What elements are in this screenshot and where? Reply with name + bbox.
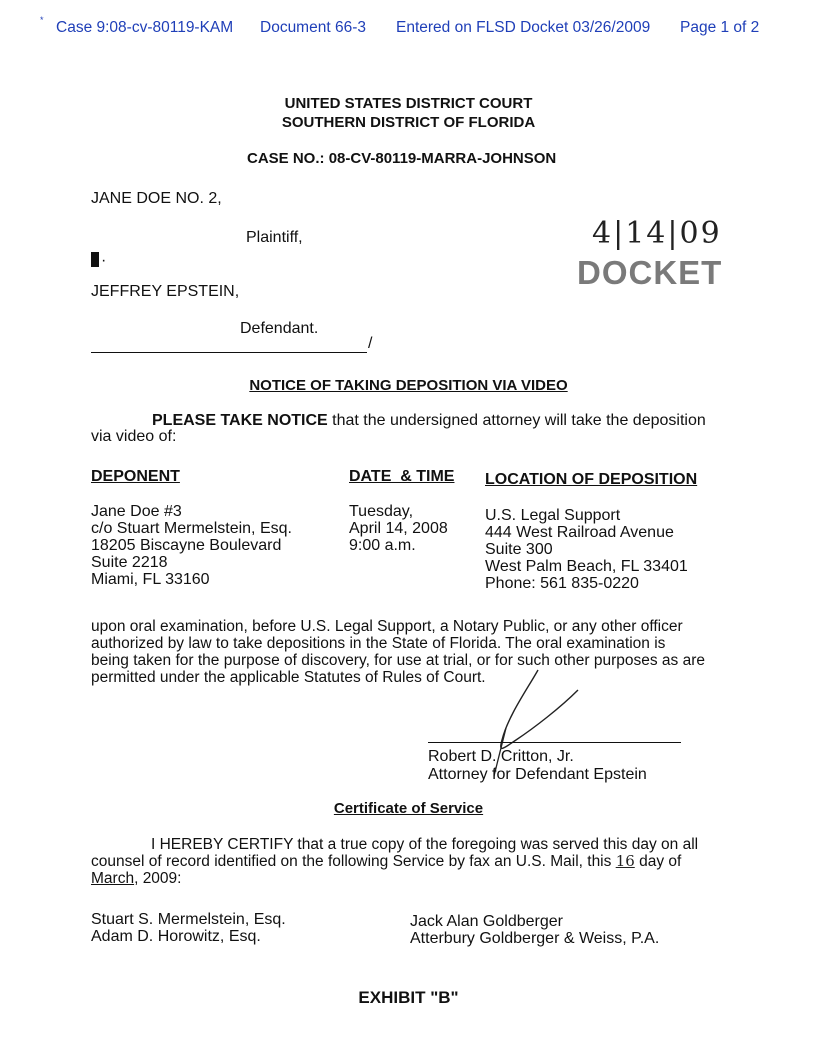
defendant-name: JEFFREY EPSTEIN, (91, 283, 240, 300)
plaintiff-role: Plaintiff, (246, 229, 303, 246)
signer-name: Robert D. Critton, Jr. (428, 748, 574, 765)
datetime-line: 9:00 a.m. (349, 537, 416, 554)
body-line: authorized by law to take depositions in the State of Florida. The oral examination is (91, 635, 666, 652)
datetime-line: Tuesday, (349, 503, 414, 520)
service-list-right (410, 913, 659, 947)
header-document-number: Document 66-3 (260, 19, 366, 36)
redaction-mark (91, 252, 99, 267)
certificate-line1: I HEREBY CERTIFY that a true copy of the foregoing was served this day on all (151, 836, 699, 853)
certificate-month: March (91, 870, 135, 887)
location-line: Phone: 561 835-0220 (485, 575, 639, 592)
certificate-line2-start: counsel of record identified on the following Service by fax an U.S. Mail, this (91, 853, 616, 870)
deponent-line: c/o Stuart Mermelstein, Esq. (91, 520, 292, 537)
body-line: permitted under the applicable Statutes of Rules of Court. (91, 669, 486, 686)
col-header-location: LOCATION OF DEPOSITION (485, 471, 698, 488)
certificate-line3 (91, 870, 734, 887)
location-column (485, 507, 688, 592)
certificate-line2 (91, 853, 734, 870)
handwritten-day: 16 (615, 852, 635, 870)
deponent-line: Miami, FL 33160 (91, 571, 210, 588)
certificate-text (91, 836, 734, 887)
certificate-heading: Certificate of Service (333, 800, 484, 817)
service-list-left (91, 911, 286, 945)
col-header-deponent: DEPONENT (91, 468, 180, 485)
notice-lead-bold: PLEASE TAKE NOTICE (152, 412, 328, 429)
datetime-line: April 14, 2008 (349, 520, 448, 537)
datetime-column (349, 503, 448, 554)
certificate-line2-end: day of (634, 853, 682, 870)
case-number-line (247, 150, 556, 167)
case-number-label: CASE NO.: (247, 150, 325, 167)
deponent-line: Suite 2218 (91, 554, 168, 571)
exhibit-label: EXHIBIT "B" (358, 988, 459, 1007)
service-entry: Jack Alan Goldberger (410, 913, 563, 930)
notice-lead (152, 412, 706, 430)
signer-title: Attorney for Defendant Epstein (428, 766, 647, 783)
location-line: West Palm Beach, FL 33401 (485, 558, 688, 575)
service-entry: Stuart S. Mermelstein, Esq. (91, 911, 286, 928)
docket-stamp: DOCKET (577, 254, 723, 291)
deponent-column (91, 503, 292, 588)
versus-mark: · (101, 252, 107, 269)
deponent-line: 18205 Biscayne Boulevard (91, 537, 282, 554)
body-line: being taken for the purpose of discovery, for use at trial, or for such other purposes as are (91, 652, 706, 669)
caption-end-mark: / (368, 335, 373, 352)
notice-lead-line2: via video of: (91, 428, 177, 445)
signature-rule (428, 742, 681, 743)
location-line: Suite 300 (485, 541, 553, 558)
stamp-date: 4|14|09 (592, 216, 722, 251)
header-page-number: Page 1 of 2 (680, 19, 760, 36)
service-entry: Adam D. Horowitz, Esq. (91, 928, 261, 945)
plaintiff-name: JANE DOE NO. 2, (91, 190, 222, 207)
location-line: U.S. Legal Support (485, 507, 621, 524)
body-paragraph (91, 618, 734, 686)
caption-rule (91, 352, 367, 353)
defendant-role: Defendant. (240, 320, 319, 337)
header-mark: * (40, 15, 44, 25)
header-case-number: Case 9:08-cv-80119-KAM (56, 19, 234, 36)
body-line: upon oral examination, before U.S. Legal Support, a Notary Public, or any other officer (91, 618, 683, 635)
deponent-line: Jane Doe #3 (91, 503, 182, 520)
notice-lead-text: that the undersigned attorney will take the deposition (327, 412, 706, 429)
court-district: SOUTHERN DISTRICT OF FLORIDA (281, 114, 536, 131)
certificate-year: , 2009: (134, 870, 182, 887)
notice-title: NOTICE OF TAKING DEPOSITION VIA VIDEO (249, 377, 568, 394)
court-name: UNITED STATES DISTRICT COURT (284, 95, 533, 112)
service-entry: Atterbury Goldberger & Weiss, P.A. (410, 930, 660, 947)
col-header-date-time: DATE & TIME (349, 468, 455, 485)
location-line: 444 West Railroad Avenue (485, 524, 674, 541)
case-number: 08-CV-80119-MARRA-JOHNSON (328, 150, 557, 167)
header-entered-date: Entered on FLSD Docket 03/26/2009 (396, 19, 651, 36)
